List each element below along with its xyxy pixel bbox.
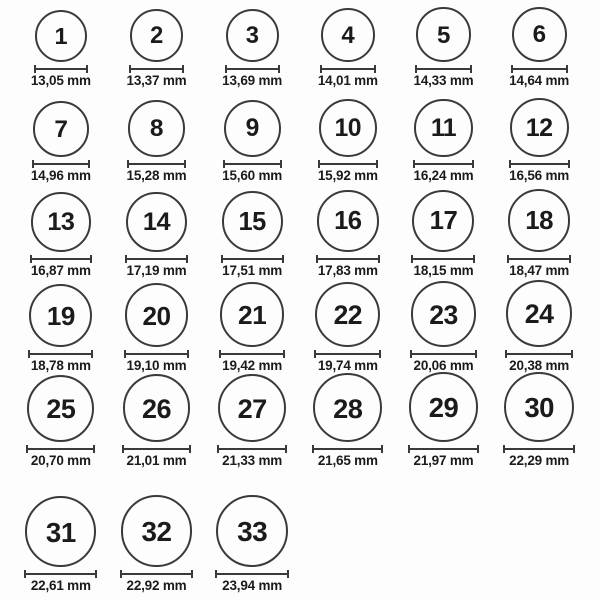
ring-size-number: 6 xyxy=(532,21,546,49)
ring-size-number: 22 xyxy=(333,300,363,331)
diameter-measure-line xyxy=(120,573,193,575)
ring-cell xyxy=(204,285,300,380)
diameter-measure-line xyxy=(122,448,192,450)
diameter-measure-line xyxy=(408,448,480,450)
ring-size-number: 2 xyxy=(150,22,163,49)
ring-cell xyxy=(491,285,587,380)
ring-size-number: 33 xyxy=(237,515,268,547)
diameter-label: 14,01 mm xyxy=(317,72,378,88)
diameter-measure-line xyxy=(28,353,93,355)
diameter-label: 17,51 mm xyxy=(222,262,283,278)
diameter-label: 13,05 mm xyxy=(30,72,91,88)
ring-size-number: 14 xyxy=(142,208,171,237)
diameter-measure-line xyxy=(312,448,383,450)
ring-size-number: 32 xyxy=(141,516,172,548)
diameter-label: 14,33 mm xyxy=(413,72,474,88)
diameter-measure-line xyxy=(507,258,572,260)
diameter-measure-line xyxy=(320,68,376,70)
ring-cell xyxy=(204,475,300,600)
diameter-label: 20,38 mm xyxy=(509,357,570,373)
ring-size-number: 4 xyxy=(341,21,355,49)
ring-cell xyxy=(300,190,396,285)
ring-circle xyxy=(130,9,183,62)
diameter-measure-line xyxy=(223,163,282,165)
ring-size-number: 25 xyxy=(46,393,76,424)
ring-size-number: 5 xyxy=(437,21,450,49)
diameter-label: 13,37 mm xyxy=(126,72,187,88)
ring-cell xyxy=(109,475,205,600)
ring-size-number: 30 xyxy=(524,391,554,423)
ring-circle xyxy=(512,7,567,62)
ring-size-number: 23 xyxy=(429,299,458,330)
diameter-label: 21,97 mm xyxy=(413,452,474,468)
diameter-label: 20,70 mm xyxy=(30,452,91,468)
ring-cell xyxy=(300,95,396,190)
diameter-label: 16,87 mm xyxy=(30,262,91,278)
ring-size-number: 13 xyxy=(47,208,75,237)
diameter-label: 18,15 mm xyxy=(413,262,474,278)
ring-cell xyxy=(13,285,109,380)
ring-circle xyxy=(315,282,380,347)
ring-size-number: 11 xyxy=(430,114,457,143)
ring-size-number: 3 xyxy=(245,22,259,50)
diameter-measure-line xyxy=(503,448,575,450)
ring-size-number: 8 xyxy=(149,115,164,143)
diameter-label: 19,42 mm xyxy=(222,357,283,373)
diameter-measure-line xyxy=(32,163,90,165)
ring-cell xyxy=(491,0,587,95)
diameter-label: 22,92 mm xyxy=(126,577,187,593)
ring-circle xyxy=(29,284,92,347)
ring-cell xyxy=(109,285,205,380)
diameter-measure-line xyxy=(511,68,568,70)
ring-cell xyxy=(204,0,300,95)
diameter-label: 19,74 mm xyxy=(317,357,378,373)
ring-circle xyxy=(128,100,184,156)
diameter-label: 18,78 mm xyxy=(30,357,91,373)
diameter-label: 19,10 mm xyxy=(126,357,187,373)
diameter-label: 23,94 mm xyxy=(222,577,283,593)
diameter-label: 17,83 mm xyxy=(317,262,378,278)
diameter-label: 22,61 mm xyxy=(30,577,91,593)
ring-circle xyxy=(25,496,96,567)
ring-circle xyxy=(510,98,569,157)
ring-circle xyxy=(35,10,87,62)
diameter-measure-line xyxy=(215,573,289,575)
diameter-measure-line xyxy=(314,353,381,355)
ring-circle xyxy=(27,375,94,442)
ring-circle xyxy=(508,189,571,252)
diameter-label: 21,01 mm xyxy=(126,452,187,468)
diameter-measure-line xyxy=(26,448,95,450)
ring-circle xyxy=(412,190,474,252)
ring-cell xyxy=(396,190,492,285)
ring-size-number: 17 xyxy=(429,206,458,235)
ring-size-number: 28 xyxy=(333,392,363,424)
diameter-measure-line xyxy=(34,68,88,70)
ring-size-number: 20 xyxy=(142,300,171,331)
ring-cell xyxy=(13,380,109,475)
diameter-measure-line xyxy=(127,163,185,165)
diameter-measure-line xyxy=(410,353,478,355)
diameter-measure-line xyxy=(30,258,92,260)
diameter-measure-line xyxy=(225,68,280,70)
ring-cell xyxy=(13,0,109,95)
ring-size-number: 15 xyxy=(238,207,266,236)
ring-cell xyxy=(491,95,587,190)
ring-cell xyxy=(109,95,205,190)
ring-circle xyxy=(226,9,279,62)
ring-size-number: 10 xyxy=(334,114,362,142)
diameter-measure-line xyxy=(217,448,287,450)
diameter-label: 21,65 mm xyxy=(317,452,378,468)
ring-cell xyxy=(491,190,587,285)
ring-circle xyxy=(33,101,89,157)
ring-circle xyxy=(317,190,378,251)
diameter-label: 18,47 mm xyxy=(509,262,570,278)
diameter-measure-line xyxy=(318,163,378,165)
ring-cell xyxy=(13,95,109,190)
ring-cell xyxy=(109,190,205,285)
ring-cell xyxy=(13,475,109,600)
ring-circle xyxy=(224,100,281,157)
diameter-measure-line xyxy=(125,258,187,260)
ring-size-number: 24 xyxy=(524,299,554,330)
diameter-label: 14,96 mm xyxy=(30,167,91,183)
diameter-label: 13,69 mm xyxy=(222,72,283,88)
diameter-label: 22,29 mm xyxy=(509,452,570,468)
ring-circle xyxy=(218,374,286,442)
ring-circle xyxy=(504,372,574,442)
diameter-measure-line xyxy=(124,353,190,355)
diameter-measure-line xyxy=(413,163,473,165)
ring-cell xyxy=(396,380,492,475)
ring-size-number: 31 xyxy=(45,516,76,548)
ring-cell xyxy=(204,190,300,285)
ring-size-number: 21 xyxy=(238,300,267,331)
ring-circle xyxy=(31,192,91,252)
ring-size-number: 7 xyxy=(54,115,68,143)
ring-cell xyxy=(491,380,587,475)
ring-size-number: 27 xyxy=(237,393,267,425)
ring-size-number: 16 xyxy=(334,207,362,236)
ring-circle xyxy=(414,99,472,157)
ring-cell xyxy=(109,380,205,475)
diameter-label: 14,64 mm xyxy=(509,72,570,88)
diameter-label: 16,56 mm xyxy=(509,167,570,183)
ring-circle xyxy=(411,281,477,347)
diameter-label: 20,06 mm xyxy=(413,357,474,373)
ring-circle xyxy=(126,192,186,252)
ring-circle xyxy=(125,283,189,347)
ring-size-number: 12 xyxy=(525,113,553,142)
ring-size-number: 18 xyxy=(525,206,554,235)
ring-cell xyxy=(396,0,492,95)
diameter-measure-line xyxy=(24,573,97,575)
ring-size-number: 19 xyxy=(46,301,75,332)
diameter-measure-line xyxy=(411,258,475,260)
ring-size-number: 9 xyxy=(245,115,259,142)
ring-circle xyxy=(321,8,375,62)
ring-cell xyxy=(300,0,396,95)
ring-circle xyxy=(319,99,377,157)
ring-circle xyxy=(220,282,285,347)
diameter-measure-line xyxy=(505,353,573,355)
ring-circle xyxy=(506,280,572,346)
ring-circle xyxy=(222,191,283,252)
ring-circle xyxy=(121,495,192,566)
ring-circle xyxy=(313,373,382,442)
diameter-measure-line xyxy=(129,68,184,70)
ring-cell xyxy=(204,380,300,475)
diameter-label: 15,92 mm xyxy=(317,167,378,183)
ring-cell xyxy=(300,285,396,380)
ring-circle xyxy=(416,7,471,62)
diameter-label: 15,60 mm xyxy=(222,167,283,183)
ring-circle xyxy=(216,495,288,567)
diameter-label: 21,33 mm xyxy=(222,452,283,468)
diameter-measure-line xyxy=(509,163,570,165)
diameter-label: 15,28 mm xyxy=(126,167,187,183)
diameter-measure-line xyxy=(415,68,472,70)
diameter-label: 16,24 mm xyxy=(413,167,474,183)
diameter-measure-line xyxy=(219,353,286,355)
ring-cell xyxy=(204,95,300,190)
diameter-label: 17,19 mm xyxy=(126,262,187,278)
ring-circle xyxy=(409,372,479,442)
ring-cell xyxy=(13,190,109,285)
ring-cell xyxy=(109,0,205,95)
ring-circle xyxy=(123,374,191,442)
diameter-measure-line xyxy=(316,258,379,260)
ring-cell xyxy=(396,95,492,190)
diameter-measure-line xyxy=(221,258,284,260)
ring-size-number: 26 xyxy=(141,393,171,424)
ring-cell xyxy=(300,380,396,475)
ring-cell xyxy=(396,285,492,380)
ring-size-number: 29 xyxy=(428,392,459,424)
ring-size-number: 1 xyxy=(54,23,68,50)
